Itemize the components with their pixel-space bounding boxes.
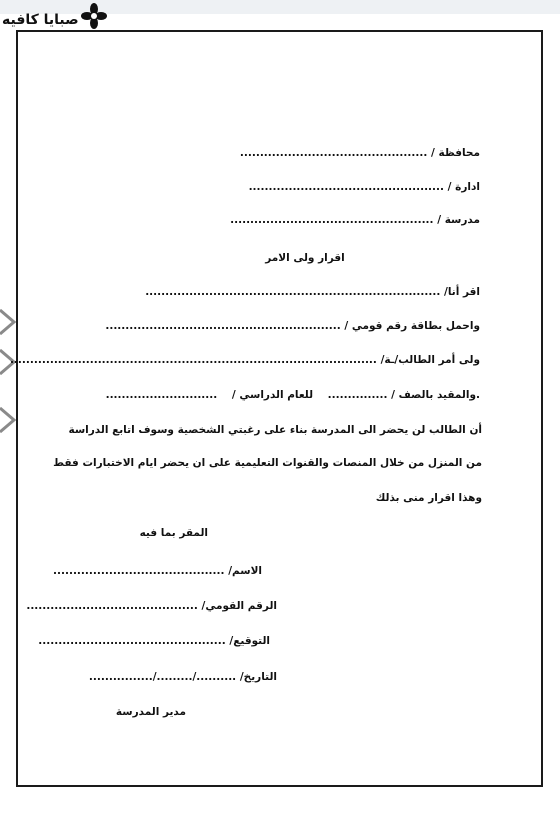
- school-year-label: للعام الدراسي /: [231, 389, 314, 401]
- school-line: [230, 214, 480, 226]
- national-number-field[interactable]: ...........................................: [26, 600, 198, 612]
- date-label: التاريخ/: [239, 671, 277, 683]
- administration-line: [249, 181, 480, 193]
- national-number-line: [26, 600, 277, 612]
- date-field[interactable]: ........../........./................: [88, 671, 237, 683]
- acknowledge-name-field[interactable]: ..........................................................................: [145, 286, 441, 298]
- governorate-field[interactable]: ...............................................: [239, 147, 428, 159]
- date-line: [89, 671, 277, 683]
- principal-label: مدير المدرسة: [115, 706, 186, 718]
- statement-line-1: أن الطالب لن يحضر الى المدرسة بناء على رغبتي الشخصية وسوف اتابع الدراسة: [68, 424, 482, 436]
- school-year-field[interactable]: ............................: [105, 389, 218, 401]
- school-field[interactable]: ...................................................: [230, 214, 434, 226]
- governorate-label: محافظة /: [431, 147, 480, 159]
- student-name-field[interactable]: ............................................................................................: [9, 354, 377, 366]
- signature-line: [38, 635, 270, 647]
- administration-label: ادارة /: [447, 181, 480, 193]
- national-id-label: واحمل بطاقة رقم قومي /: [344, 320, 480, 332]
- name-field[interactable]: ...........................................: [53, 565, 225, 577]
- governorate-line: [240, 147, 480, 159]
- form-title: اقرار ولى الامر: [265, 252, 345, 264]
- guardian-label: ولى أمر الطالب/ـة/: [380, 354, 480, 366]
- national-number-label: الرقم القومي/: [201, 600, 277, 612]
- school-label: مدرسة /: [437, 214, 480, 226]
- statement-line-3: وهذا اقرار منى بذلك: [375, 492, 482, 504]
- name-line: [53, 565, 262, 577]
- signature-field[interactable]: ...............................................: [38, 635, 226, 647]
- enrolled-line: [106, 389, 480, 401]
- administration-field[interactable]: .................................................: [248, 181, 445, 193]
- flower-icon: [80, 2, 108, 30]
- acknowledge-line: [145, 286, 480, 298]
- guardian-line: [10, 354, 480, 366]
- site-logo-text: صبايا كافيه: [2, 12, 79, 28]
- national-id-line: [105, 320, 480, 332]
- name-label: الاسم/: [228, 565, 262, 577]
- declarant-heading: المقر بما فيه: [139, 527, 208, 539]
- grade-label: .والمقيد بالصف /: [391, 389, 480, 401]
- acknowledge-label: اقر أنا/: [444, 286, 480, 298]
- signature-label: التوقيع/: [229, 635, 270, 647]
- site-logo[interactable]: [2, 2, 108, 30]
- grade-field[interactable]: ...............: [327, 389, 388, 401]
- statement-line-2: من المنزل من خلال المنصات والقنوات التعليمية على ان يحضر ايام الاختبارات فقط: [53, 457, 482, 469]
- national-id-field[interactable]: ...........................................................: [105, 320, 341, 332]
